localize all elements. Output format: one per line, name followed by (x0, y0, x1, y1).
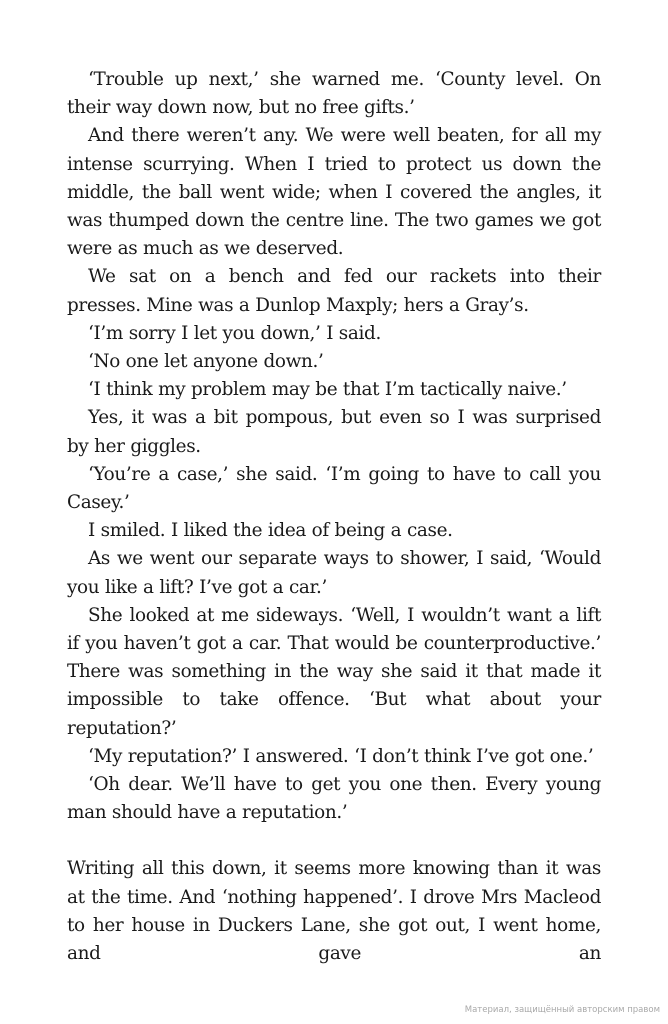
book-page (67, 66, 601, 968)
copyright-watermark: Материал, защищённый авторским правом (464, 1005, 660, 1015)
paragraph: She looked at me sideways. ‘Well, I wouldn’t want a lift if you haven’t got a car. That would be counterproductive.’ There was something in the way she said it that made it impossible to take offence. ‘But what about your reputation?’ (67, 604, 601, 739)
paragraph: We sat on a bench and fed our rackets into their presses. Mine was a Dunlop Maxply; hers a Gray’s. (67, 266, 601, 316)
paragraph: ‘Oh dear. We’ll have to get you one then. Every young man should have a reputation.’ (67, 774, 601, 824)
paragraph: And there weren’t any. We were well beaten, for all my intense scurrying. When I tried to protect us down the middle, the ball went wide; when I covered the angles, it was thumped down the centre line. The two games we got were as much as we deserved. (67, 125, 601, 260)
section-break (67, 827, 601, 855)
paragraph: ‘Trouble up next,’ she warned me. ‘County level. On their way down now, but no free gifts.’ (67, 69, 601, 119)
paragraph: ‘My reputation?’ I answered. ‘I don’t think I’ve got one.’ (88, 745, 594, 767)
paragraph: ‘I’m sorry I let you down,’ I said. (88, 322, 381, 344)
paragraph: ‘No one let anyone down.’ (88, 351, 324, 373)
paragraph: Yes, it was a bit pompous, but even so I was surprised by her giggles. (67, 407, 601, 457)
paragraph: As we went our separate ways to shower, I said, ‘Would you like a lift? I’ve got a car.’ (67, 548, 601, 598)
paragraph: ‘I think my problem may be that I’m tactically naive.’ (88, 379, 567, 401)
paragraph: I smiled. I liked the idea of being a case. (88, 520, 453, 542)
paragraph: ‘You’re a case,’ she said. ‘I’m going to have to call you Casey.’ (67, 463, 601, 514)
section-paragraph: Writing all this down, it seems more knowing than it was at the time. And ‘nothing happened’. I drove Mrs Macleod to her house in Duckers Lane, she got out, I went home, and gave an (67, 858, 601, 965)
